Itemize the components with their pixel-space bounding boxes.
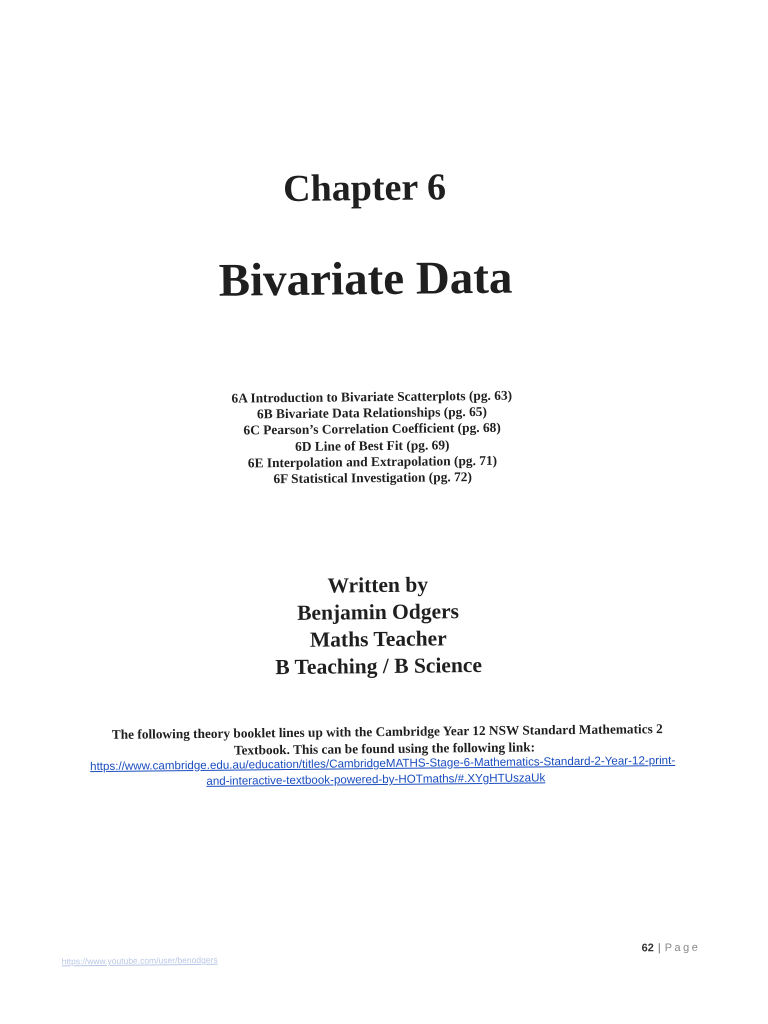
booklet-note-line-2: Textbook. This can be found using the following link: [233, 739, 536, 758]
chapter-title: Bivariate Data [218, 251, 513, 307]
author-role: Maths Teacher [309, 626, 447, 652]
toc-item-6d: 6D Line of Best Fit (pg. 69) [295, 436, 450, 454]
toc-item-6f: 6F Statistical Investigation (pg. 72) [273, 469, 472, 487]
page-separator: | [657, 942, 661, 955]
textbook-link-line-1[interactable]: https://www.cambridge.edu.au/education/titles/CambridgeMATHS-Stage-6-Mathematics-Standard-2-Year-12-print- [90, 753, 676, 774]
author-qualifications: B Teaching / B Science [275, 652, 483, 680]
toc-item-6b: 6B Bivariate Data Relationships (pg. 65) [256, 404, 487, 422]
page-word: Page [664, 941, 701, 955]
chapter-label: Chapter 6 [282, 166, 447, 211]
page-number-footer [642, 942, 701, 955]
author-block [1, 568, 756, 684]
written-by-label: Written by [327, 572, 429, 598]
toc-item-6e: 6E Interpolation and Extrapolation (pg. 71) [247, 452, 498, 471]
toc-item-6c: 6C Pearson’s Correlation Coefficient (pg. 68) [243, 420, 501, 438]
author-name: Benjamin Odgers [296, 599, 460, 625]
booklet-note-line-1: The following theory booklet lines up with the Cambridge Year 12 NSW Standard Mathematics 2 [111, 721, 663, 742]
page-number: 62 [641, 942, 654, 955]
toc-item-6a: 6A Introduction to Bivariate Scatterplots (pg. 63) [231, 387, 513, 406]
textbook-link-line-2[interactable]: and-interactive-textbook-powered-by-HOTmaths/#.XYgHTUszaUk [206, 771, 546, 788]
youtube-footer-link[interactable]: https://www.youtube.com/user/benodgers [61, 954, 218, 967]
textbook-link[interactable] [3, 752, 763, 792]
table-of-contents [0, 385, 746, 490]
